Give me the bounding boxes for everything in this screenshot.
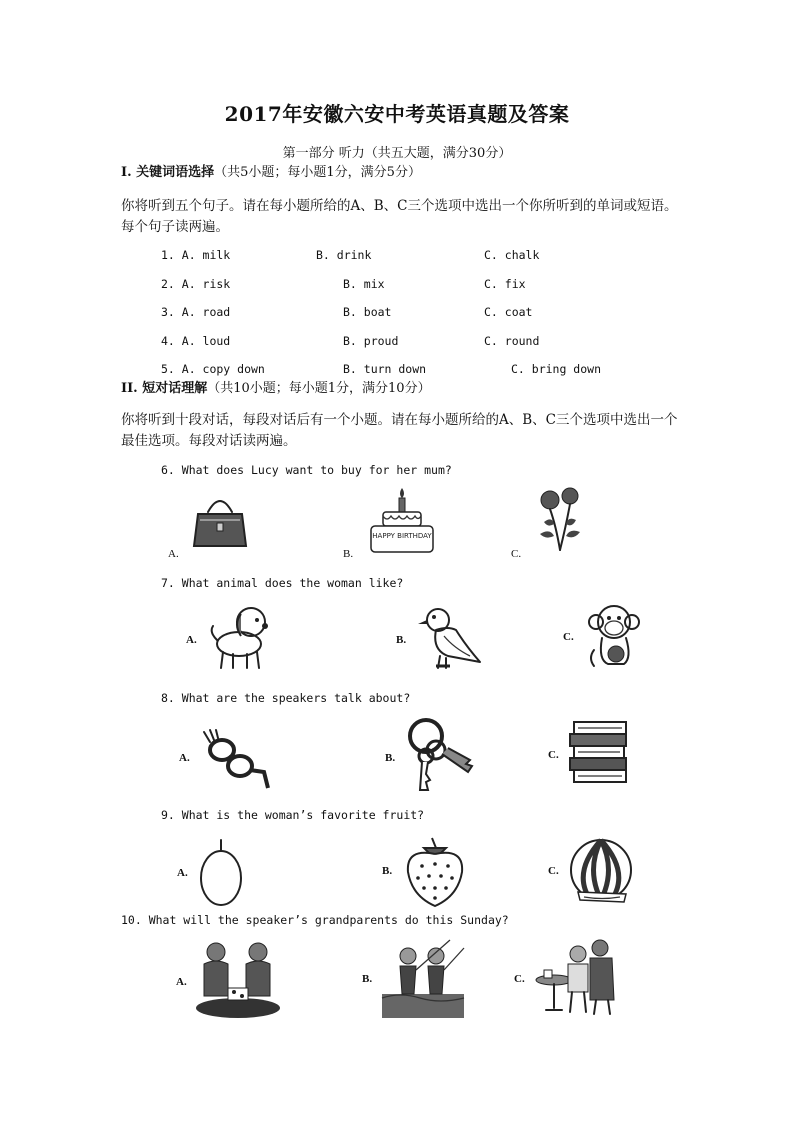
playing-chess-icon — [192, 938, 284, 1022]
dog-icon — [203, 600, 275, 672]
q6-label-a: A. — [168, 548, 179, 560]
q9-label-a: A. — [177, 867, 188, 879]
q6-label-b: B. — [343, 548, 354, 560]
q3-option-c: C. coat — [484, 305, 533, 319]
q2-option-c: C. fix — [484, 277, 526, 291]
q2-option-b: B. mix — [343, 277, 385, 291]
section1-instruction: 你将听到五个句子。请在每小题所给的A、B、C三个选项中选出一个你所听到的单词或短语。每个句子读两遍。 — [121, 198, 678, 235]
q10-label-c: C. — [514, 973, 525, 985]
page-title: 2017年安徽六安中考英语真题及答案 — [224, 102, 570, 126]
q1-option-c: C. chalk — [484, 248, 540, 262]
birthday-cake-icon — [365, 486, 439, 556]
q8-label-c: C. — [548, 749, 559, 761]
section1-points: （共5小题；每小题1分，满分5分） — [214, 165, 421, 180]
section1-heading — [121, 161, 421, 180]
q1-option-b: B. drink — [316, 248, 372, 262]
section1-title: I. 关键词语选择 — [121, 165, 215, 180]
watermelon-icon — [566, 834, 636, 910]
q6-label-c: C. — [511, 548, 522, 560]
handbag-icon — [190, 490, 250, 552]
q1-option-a: 1. A. milk — [161, 248, 231, 262]
q4-option-b: B. proud — [343, 334, 399, 348]
q8-question: 8. What are the speakers talk about? — [161, 691, 411, 705]
roses-icon — [530, 486, 590, 554]
q7-label-a: A. — [186, 634, 197, 646]
section2-heading — [121, 377, 431, 396]
section2-points: （共10小题；每小题1分，满分10分） — [207, 381, 431, 396]
q5-option-c: C. bring down — [511, 362, 602, 376]
fishing-icon — [380, 938, 466, 1022]
q8-label-a: A. — [179, 752, 190, 764]
books-icon — [568, 716, 632, 792]
q10-label-b: B. — [362, 973, 373, 985]
cake-text: HAPPY BIRTHDAY — [372, 532, 432, 540]
part-subtitle: 第一部分 听力（共五大题，满分30分） — [282, 146, 512, 161]
q7-label-b: B. — [396, 634, 407, 646]
q5-option-b: B. turn down — [343, 362, 427, 376]
monkey-icon — [584, 600, 644, 670]
q10-label-a: A. — [176, 976, 187, 988]
q8-label-b: B. — [385, 752, 396, 764]
q7-question: 7. What animal does the woman like? — [161, 576, 404, 590]
plum-icon — [196, 836, 246, 908]
bird-icon — [414, 600, 486, 672]
q7-label-c: C. — [563, 631, 574, 643]
q3-option-a: 3. A. road — [161, 305, 231, 319]
q10-question: 10. What will the speaker’s grandparents do this Sunday? — [121, 913, 509, 927]
q2-option-a: 2. A. risk — [161, 277, 231, 291]
section2-title: II. 短对话理解 — [121, 381, 208, 396]
glasses-icon — [200, 728, 276, 792]
section2-instruction: 你将听到十段对话，每段对话后有一个小题。请在每小题所给的A、B、C三个选项中选出一个最佳选项。每段对话读两遍。 — [121, 412, 678, 449]
q9-question: 9. What is the woman’s favorite fruit? — [161, 808, 425, 822]
q4-option-c: C. round — [484, 334, 540, 348]
q6-question: 6. What does Lucy want to buy for her mum? — [161, 463, 452, 477]
q4-option-a: 4. A. loud — [161, 334, 231, 348]
q3-option-b: B. boat — [343, 305, 392, 319]
q9-label-b: B. — [382, 865, 393, 877]
keys-icon — [402, 716, 480, 796]
q5-option-a: 5. A. copy down — [161, 362, 265, 376]
drinking-tea-icon — [534, 936, 618, 1018]
q9-label-c: C. — [548, 865, 559, 877]
strawberry-icon — [402, 834, 468, 910]
